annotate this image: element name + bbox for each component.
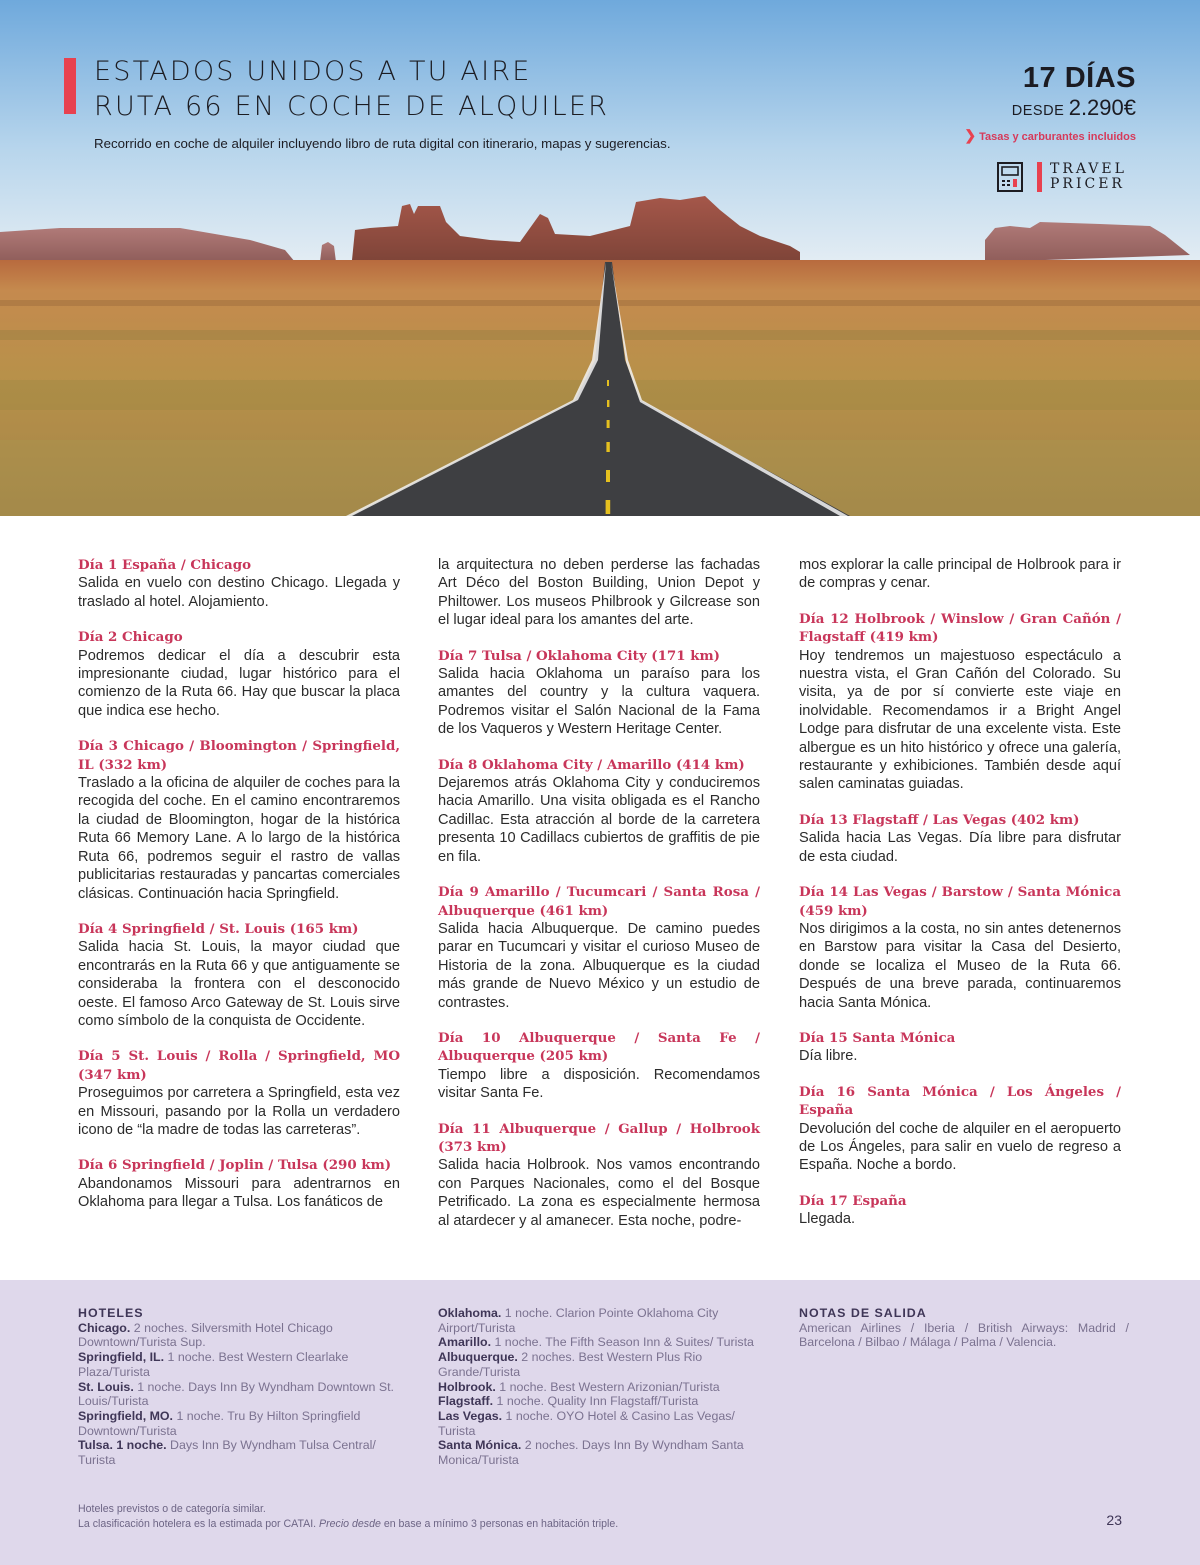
day-title: Día 8 Oklahoma City / Amarillo (414 km) — [438, 756, 745, 773]
day-title: Día 6 Springfield / Joplin / Tulsa (290 km) — [78, 1157, 392, 1174]
day-title: Día 16 Santa Mónica / Los Ángeles / España — [799, 1083, 1121, 1119]
hotel-city: Holbrook. — [438, 1379, 496, 1394]
departure-notes — [799, 1306, 1129, 1350]
itinerary-day — [799, 811, 1121, 866]
day-text: Devolución del coche de alquiler en el aeropuerto de Los Ángeles, para salir en vuelo de regreso a España. Noche a bordo. — [799, 1120, 1121, 1174]
taxes-note — [964, 127, 1136, 144]
itinerary-day — [799, 1029, 1121, 1066]
hotel-detail: 1 noche. Quality Inn Flagstaff/Turista — [493, 1394, 699, 1409]
day-text: Traslado a la oficina de alquiler de coches para la recogida del coche. En el camino encontraremos la ciudad de Bloomington, hogar de la histórica Ruta 66 Memory Lane. A lo largo de la histórica Ruta 66, podremos seguir el rastro de vallas publicitarias restauradas y pancartas comerciales clásicas. Continuación hacia Springfield. — [78, 775, 400, 902]
day-text: Salida hacia Albuquerque. De camino puedes parar en Tucumcari y visitar el curioso Museo de Historia de la zona. Albuquerque es la ciudad más grande de Nuevo México y un estudio de contrastes. — [438, 920, 760, 1011]
hotel-city: Amarillo. — [438, 1335, 492, 1350]
itinerary-day — [799, 1083, 1121, 1175]
day-title: Día 13 Flagstaff / Las Vegas (402 km) — [799, 811, 1080, 828]
day-title: Día 17 España — [799, 1192, 907, 1209]
itinerary-day — [799, 610, 1121, 794]
itinerary-day — [78, 556, 400, 611]
pricer-accent-bar — [1037, 162, 1042, 192]
footnote-text: La clasificación hotelera es la estimada por CATAI. — [78, 1518, 320, 1530]
day-text: Salida en vuelo con destino Chicago. Llegada y traslado al hotel. Alojamiento. — [78, 575, 400, 610]
subtitle: Recorrido en coche de alquiler incluyendo libro de ruta digital con itinerario, mapas y sugerencias. — [94, 136, 671, 151]
day-title: Día 3 Chicago / Bloomington / Springfield, IL (332 km) — [78, 738, 400, 773]
hotel-item — [438, 1394, 768, 1409]
day-title: Día 14 Las Vegas / Barstow / Santa Mónica (459 km) — [799, 884, 1121, 919]
day-text: Nos dirigimos a la costa, no sin antes detenernos en Barstow para visitar la Casa del Desierto, donde se localiza el Museo de la Ruta 66. Después de una breve parada, continuaremos hacia Santa Mónica. — [799, 920, 1121, 1011]
day-title: Día 5 St. Louis / Rolla / Springfield, MO (347 km) — [78, 1048, 400, 1083]
hotel-city: Springfield, IL. — [78, 1350, 165, 1365]
hotel-item — [78, 1321, 408, 1350]
price-from-label: DESDE — [1011, 103, 1065, 119]
hotel-item — [78, 1350, 408, 1379]
hotels-heading: HOTELES — [78, 1306, 144, 1320]
itinerary-day — [438, 647, 760, 739]
footnote-italic: Precio desde — [319, 1518, 381, 1530]
title-line-2: RUTA 66 EN COCHE DE ALQUILER — [94, 91, 610, 122]
hotel-item — [438, 1335, 768, 1350]
hotel-item — [438, 1409, 768, 1438]
itinerary-day — [78, 1156, 400, 1211]
itinerary-day — [799, 1192, 1121, 1229]
hotel-detail: 1 noche. OYO Hotel & Casino Las Vegas/ Turista — [438, 1408, 735, 1438]
hotel-detail: 2 noches. Silversmith Hotel Chicago Downtown/Turista Sup. — [78, 1320, 333, 1350]
title-line-1: ESTADOS UNIDOS A TU AIRE — [94, 56, 532, 87]
notes-heading: NOTAS DE SALIDA — [799, 1306, 927, 1320]
hotel-item — [438, 1380, 768, 1395]
itinerary-day — [438, 1029, 760, 1103]
hotel-detail: 1 noche. Best Western Clearlake Plaza/Turista — [78, 1350, 349, 1379]
hotel-city: Tulsa. 1 noche. — [78, 1438, 167, 1453]
hotel-detail: 1 noche. Tru By Hilton Springfield Downtown/Turista — [78, 1408, 361, 1438]
hotel-detail: 2 noches. Days Inn By Wyndham Santa Monica/Turista — [438, 1438, 744, 1468]
chevron-right-icon: ❯ — [964, 127, 977, 143]
pricer-line-1: TRAVEL — [1050, 161, 1127, 177]
day-text-continued: mos explorar la calle principal de Holbrook para ir de compras y cenar. — [799, 557, 1121, 592]
hotel-city: Las Vegas. — [438, 1408, 503, 1423]
day-text: Abandonamos Missouri para adentrarnos en Oklahoma para llegar a Tulsa. Los fanáticos de — [78, 1175, 400, 1211]
day-title: Día 1 España / Chicago — [78, 557, 252, 573]
day-text: Salida hacia St. Louis, la mayor ciudad que encontrarás en la Ruta 66 y que antiguamente se consideraba la frontera con el desconocido oeste. El famoso Arco Gateway de St. Louis sirve como símbolo de la conquista de Occidente. — [78, 939, 400, 1029]
page-title — [94, 54, 609, 124]
day-title: Día 9 Amarillo / Tucumcari / Santa Rosa / Albuquerque (461 km) — [438, 884, 760, 919]
taxes-note-text: Tasas y carburantes incluidos — [979, 131, 1136, 143]
hotel-detail: 1 noche. Best Western Arizonian/Turista — [495, 1379, 720, 1394]
itinerary-column-3 — [799, 556, 1121, 1246]
hero-image — [0, 0, 1200, 516]
hotel-item — [78, 1380, 408, 1409]
hotel-city: Albuquerque. — [438, 1350, 518, 1365]
itinerary-day — [78, 628, 400, 720]
hotels-column-1 — [78, 1306, 408, 1468]
itinerary-day — [78, 737, 400, 903]
hotel-item — [78, 1438, 408, 1467]
itinerary-day — [438, 883, 760, 1012]
day-title: Día 15 Santa Mónica — [799, 1029, 956, 1046]
pricer-line-2: PRICER — [1050, 176, 1125, 192]
duration: 17 DÍAS — [1022, 62, 1136, 94]
hotel-city: Oklahoma. — [438, 1306, 502, 1320]
hotel-city: Chicago. — [78, 1320, 131, 1335]
day-title: Día 4 Springfield / St. Louis (165 km) — [78, 920, 359, 937]
day-title: Día 12 Holbrook / Winslow / Gran Cañón / Flagstaff (419 km) — [799, 610, 1121, 646]
hotel-detail: 1 noche. The Fifth Season Inn & Suites/ Turista — [491, 1335, 754, 1350]
itinerary-day — [799, 883, 1121, 1012]
calculator-icon — [997, 162, 1023, 192]
day-title: Día 11 Albuquerque / Gallup / Holbrook (373 km) — [438, 1120, 760, 1155]
day-text: Salida hacia Oklahoma un paraíso para los amantes del country y la cultura vaquera. Podremos visitar el Salón Nacional de la Fama de los Vaqueros y Western Heritage Center. — [438, 666, 760, 738]
day-text-continued: la arquitectura no deben perderse las fachadas Art Déco del Boston Building, Union Depot y Philtower. Los museos Philbrook y Gilcrease son el lugar ideal para los amantes del arte. — [438, 557, 760, 629]
hotel-item — [438, 1306, 768, 1335]
travel-pricer-badge[interactable] — [997, 162, 1127, 192]
day-title: Día 10 Albuquerque / Santa Fe / Albuquerque (205 km) — [438, 1029, 760, 1065]
itinerary-day — [78, 920, 400, 1030]
hotel-city: Santa Mónica. — [438, 1438, 522, 1453]
itinerary-column-1 — [78, 556, 400, 1229]
page-number: 23 — [1106, 1512, 1122, 1528]
hotel-detail: 1 noche. Clarion Pointe Oklahoma City Airport/Turista — [438, 1306, 719, 1335]
hotels-column-2 — [438, 1306, 768, 1468]
day-text: Podremos dedicar el día a descubrir esta impresionante ciudad, lugar histórico para el comienzo de la Ruta 66. Hay que buscar la placa que indica ese hecho. — [78, 647, 400, 719]
hotel-city: St. Louis. — [78, 1379, 134, 1394]
price-box — [964, 62, 1136, 144]
day-text: Dejaremos atrás Oklahoma City y conduciremos hacia Amarillo. Una visita obligada es el Rancho Cadillac. Esta atracción al borde de la carretera presenta 10 Cadillacs cubiertos de graffitis de pie en fila. — [438, 775, 760, 865]
itinerary-day — [438, 1120, 760, 1230]
itinerary-day — [78, 1047, 400, 1139]
footnote-text: en base a mínimo 3 personas en habitación triple. — [380, 1518, 619, 1530]
day-text: Salida hacia Las Vegas. Día libre para disfrutar de esta ciudad. — [799, 830, 1121, 865]
hotel-item — [438, 1438, 768, 1467]
hotel-city: Springfield, MO. — [78, 1408, 173, 1423]
hotel-item — [78, 1409, 408, 1438]
day-text: Proseguimos por carretera a Springfield, esta vez en Missouri, pasando por la Rolla un verdadero icono de “la madre de todas las carreteras”. — [78, 1085, 400, 1138]
footnote — [78, 1502, 618, 1532]
itinerary-column-2 — [438, 556, 760, 1247]
hotel-item — [438, 1350, 768, 1379]
day-text: Día libre. — [799, 1048, 858, 1065]
day-text: Hoy tendremos un majestuoso espectáculo a nuestra vista, el Gran Cañón del Colorado. Su visita, ya de por sí convierte este viaje en inolvidable. Recomendamos ir a Bright Angel Lodge para disfrutar de una excelente vista. Este albergue es un hito histórico y ofrece una galería, restaurante y exhibiciones. También desde aquí salen caminatas guiadas. — [799, 647, 1121, 793]
hotel-city: Flagstaff. — [438, 1394, 494, 1409]
itinerary-day — [438, 756, 760, 866]
day-text: Llegada. — [799, 1211, 855, 1228]
hotel-detail: Days Inn By Wyndham Tulsa Central/ Turista — [78, 1438, 376, 1468]
day-text: Salida hacia Holbrook. Nos vamos encontrando con Parques Nacionales, como el del Bosque Petrificado. La zona es especialmente hermosa al atardecer y al amanecer. Esta noche, podre- — [438, 1157, 760, 1229]
footnote-line-1: Hoteles previstos o de categoría similar. — [78, 1503, 266, 1515]
day-title: Día 2 Chicago — [78, 629, 183, 646]
notes-text: American Airlines / Iberia / British Airways: Madrid / Barcelona / Bilbao / Málaga / Palma / Valencia. — [799, 1320, 1129, 1350]
hotel-detail: 1 noche. Days Inn By Wyndham Downtown St. Louis/Turista — [78, 1379, 394, 1409]
title-accent-bar — [64, 58, 76, 114]
day-title: Día 7 Tulsa / Oklahoma City (171 km) — [438, 647, 720, 664]
footnote-line-2 — [78, 1517, 618, 1532]
hotel-detail: 2 noches. Best Western Plus Rio Grande/Turista — [438, 1350, 703, 1379]
pricer-label — [1050, 162, 1127, 192]
price-amount: 2.290€ — [1068, 95, 1136, 120]
info-panel — [0, 1280, 1200, 1565]
price-row — [964, 95, 1136, 121]
day-text: Tiempo libre a disposición. Recomendamos visitar Santa Fe. — [438, 1066, 760, 1102]
